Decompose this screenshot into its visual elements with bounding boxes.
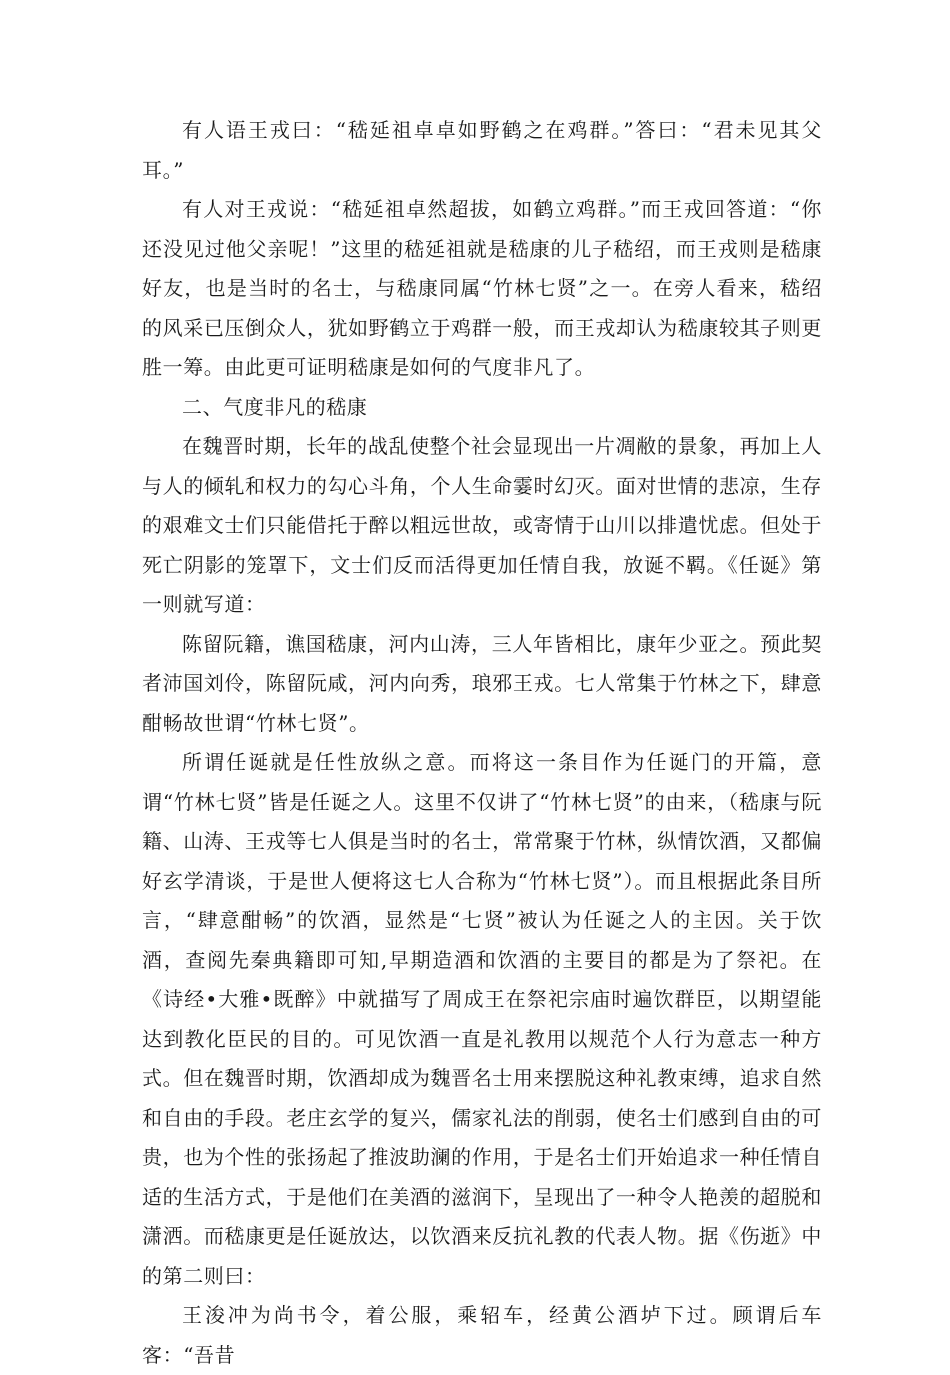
paragraph-rendan-analysis: 所谓任诞就是任性放纵之意。而将这一条目作为任诞门的开篇，意谓“竹林七贤”皆是任诞之人。这里不仅讲了“竹林七贤”的由来，（嵇康与阮籍、山涛、王戎等七人俱是当时的名士，常常聚于竹林，纵情饮酒，又都偏好玄学清谈，于是世人便将这七人合称为“竹林七贤”）。而且根据此条目所言，“肆意酣畅”的饮酒，显然是“七贤”被认为任诞之人的主因。关于饮酒，查阅先秦典籍即可知,早期造酒和饮酒的主要目的都是为了祭祀。在《诗经•大雅•既醉》中就描写了周成王在祭祀宗庙时遍饮群臣，以期望能达到教化臣民的目的。可见饮酒一直是礼教用以规范个人行为意志一种方式。但在魏晋时期，饮酒却成为魏晋名士用来摆脱这种礼教束缚，追求自然和自由的手段。老庄玄学的复兴，儒家礼法的削弱，使名士们感到自由的可贵，也为个性的张扬起了推波助澜的作用，于是名士们开始追求一种任情自适的生活方式，于是他们在美酒的滋润下，呈现出了一种令人艳羡的超脱和潇洒。而嵇康更是任诞放达，以饮酒来反抗礼教的代表人物。据《伤逝》中的第二则曰： [142,750,822,1288]
paragraph-translation-wangrong: 有人对王戎说：“嵇延祖卓然超拔，如鹤立鸡群。”而王戎回答道：“你还没见过他父亲呢！”这里的嵇延祖就是嵇康的儿子嵇绍，而王戎则是嵇康好友，也是当时的名士，与嵇康同属“竹林七贤”之一。在旁人看来，嵇绍的风采已压倒众人，犹如野鹤立于鸡群一般，而王戎却认为嵇康较其子则更胜一筹。由此更可证明嵇康是如何的气度非凡了。 [142,197,822,379]
paragraph-quote-wangrong: 有人语王戎曰：“嵇延祖卓卓如野鹤之在鸡群。”答曰：“君未见其父耳。” [142,118,822,182]
paragraph-quote-shangshi: 王浚冲为尚书令，着公服，乘轺车，经黄公酒垆下过。顾谓后车客：“吾昔 [142,1303,822,1367]
paragraph-quote-zhulin: 陈留阮籍，谯国嵇康，河内山涛，三人年皆相比，康年少亚之。预此契者沛国刘伶，陈留阮咸，河内向秀，琅邪王戎。七人常集于竹林之下，肆意酣畅故世谓“竹林七贤”。 [142,631,822,735]
section-heading: 二、气度非凡的嵇康 [182,394,368,419]
paragraph-weijin-background: 在魏晋时期，长年的战乱使整个社会显现出一片凋敝的景象，再加上人与人的倾轧和权力的勾心斗角，个人生命霎时幻灭。面对世情的悲凉，生存的艰难文士们只能借托于醉以粗远世故，或寄情于山川以排遣忧虑。但处于死亡阴影的笼罩下，文士们反而活得更加任情自我，放诞不羁。《任诞》第一则就写道： [142,434,822,616]
document-body [142,111,822,1375]
